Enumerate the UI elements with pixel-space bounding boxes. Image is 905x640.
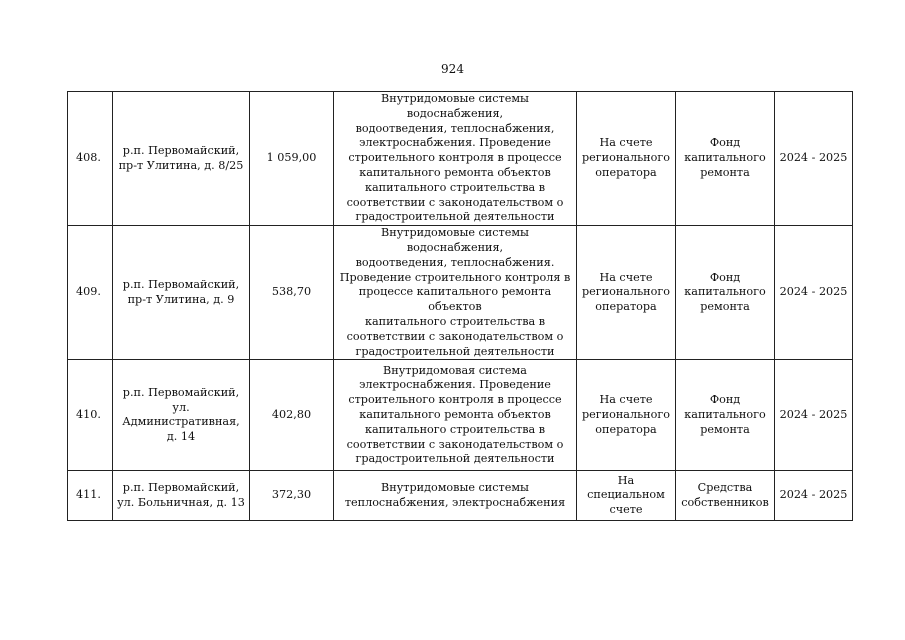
funding-source-cell: Фонд капитального ремонта bbox=[676, 360, 775, 471]
table-row bbox=[68, 471, 853, 521]
period-cell: 2024 - 2025 bbox=[775, 360, 853, 471]
work-description-cell: Внутридомовая система электроснабжения. Проведение строительного контроля в процессе капитального ремонта объектов капитального строительства в соответствии с законодательством о градостроительной деятельности bbox=[334, 360, 577, 471]
table-row bbox=[68, 92, 853, 226]
table-row bbox=[68, 226, 853, 360]
row-number: 410. bbox=[68, 360, 113, 471]
address-cell: р.п. Первомайский, пр-т Улитина, д. 9 bbox=[113, 226, 250, 360]
work-description-cell: Внутридомовые системы теплоснабжения, электроснабжения bbox=[334, 471, 577, 521]
funding-source-cell: Средства собственников bbox=[676, 471, 775, 521]
work-description-cell: Внутридомовые системы водоснабжения, водоотведения, теплоснабжения, электроснабжения. Проведение строительного контроля в процессе капитального ремонта объектов капитального строительства в соответствии с законодательством о градостроительной деятельности bbox=[334, 92, 577, 226]
page-number: 924 bbox=[441, 62, 464, 76]
address-cell: р.п. Первомайский, пр-т Улитина, д. 8/25 bbox=[113, 92, 250, 226]
address-cell: р.п. Первомайский, ул. Административная, д. 14 bbox=[113, 360, 250, 471]
cost-cell: 402,80 bbox=[250, 360, 334, 471]
address-cell: р.п. Первомайский, ул. Больничная, д. 13 bbox=[113, 471, 250, 521]
table-row bbox=[68, 360, 853, 471]
row-number: 408. bbox=[68, 92, 113, 226]
cost-cell: 538,70 bbox=[250, 226, 334, 360]
account-cell: На счете регионального оператора bbox=[577, 226, 676, 360]
work-description-cell: Внутридомовые системы водоснабжения, водоотведения, теплоснабжения. Проведение строительного контроля в процессе капитального ремонта объектов капитального строительства в соответствии с законодательством о градостроительной деятельности bbox=[334, 226, 577, 360]
account-cell: На счете регионального оператора bbox=[577, 360, 676, 471]
cost-cell: 372,30 bbox=[250, 471, 334, 521]
repair-schedule-table bbox=[67, 91, 853, 521]
period-cell: 2024 - 2025 bbox=[775, 92, 853, 226]
cost-cell: 1 059,00 bbox=[250, 92, 334, 226]
row-number: 411. bbox=[68, 471, 113, 521]
period-cell: 2024 - 2025 bbox=[775, 471, 853, 521]
period-cell: 2024 - 2025 bbox=[775, 226, 853, 360]
account-cell: На счете регионального оператора bbox=[577, 92, 676, 226]
row-number: 409. bbox=[68, 226, 113, 360]
account-cell: На специальном счете bbox=[577, 471, 676, 521]
funding-source-cell: Фонд капитального ремонта bbox=[676, 226, 775, 360]
funding-source-cell: Фонд капитального ремонта bbox=[676, 92, 775, 226]
